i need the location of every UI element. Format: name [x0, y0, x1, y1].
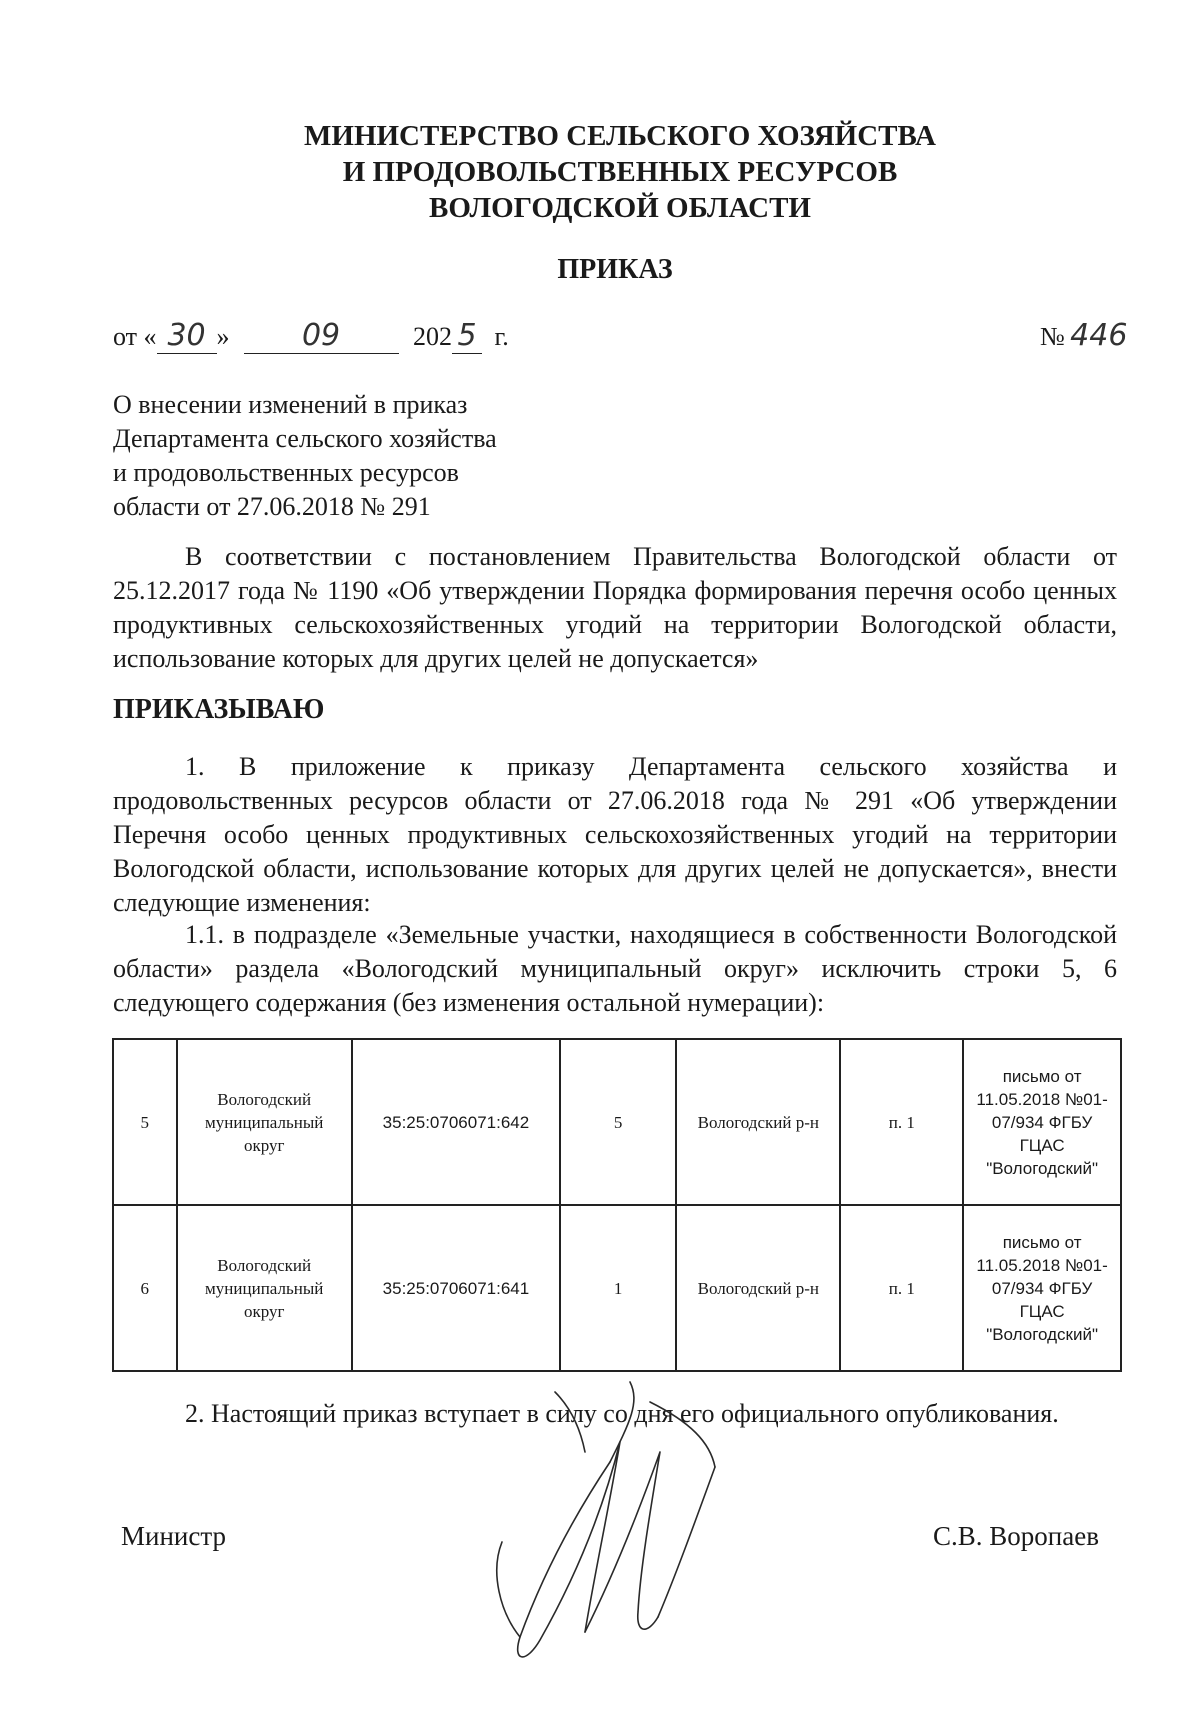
- row-criterion: п. 1: [840, 1205, 963, 1371]
- table-row: [113, 1205, 1121, 1371]
- order-subject: [113, 388, 497, 524]
- header-line-2: И ПРОДОВОЛЬСТВЕННЫХ РЕСУРСОВ: [342, 156, 898, 188]
- subject-line-3: и продовольственных ресурсов: [113, 458, 459, 487]
- date-day: 30: [167, 318, 206, 353]
- date-year-prefix: 202: [413, 322, 453, 351]
- row-number: 6: [113, 1205, 177, 1371]
- date-suffix: г.: [494, 322, 509, 351]
- subject-line-2: Департамента сельского хозяйства: [113, 424, 497, 453]
- row-municipality: Вологодский муниципальный округ: [177, 1205, 352, 1371]
- row-number: 5: [113, 1039, 177, 1205]
- date-day-field: [157, 318, 217, 354]
- date-year-field: [452, 318, 482, 354]
- row-area: 5: [560, 1039, 676, 1205]
- item-2-text: 2. Настоящий приказ вступает в силу со дня его официального опубликования.: [185, 1399, 1059, 1428]
- row-criterion: п. 1: [840, 1039, 963, 1205]
- row-basis: письмо от 11.05.2018 №01-07/934 ФГБУ ГЦАС "Вологодский": [963, 1205, 1121, 1371]
- item-1-text: 1. В приложение к приказу Департамента сельского хозяйства и продовольственных ресурсов области от 27.06.2018 года № 291 «Об утверждении Перечня особо ценных продуктивных сельскохозяйственных угодий на территории Вологодской области, использование которых для других целей не допускается», внести следующие изменения:: [113, 752, 1117, 917]
- row-cadastral-number: 35:25:0706071:641: [352, 1205, 560, 1371]
- subject-line-1: О внесении изменений в приказ: [113, 390, 468, 419]
- excluded-rows-table: [112, 1038, 1122, 1372]
- order-title: ПРИКАЗ: [557, 254, 673, 285]
- order-number: [1040, 318, 1133, 353]
- subject-line-4: области от 27.06.2018 № 291: [113, 492, 431, 521]
- number-field: [1065, 318, 1133, 353]
- signatory-position: Министр: [121, 1521, 226, 1551]
- row-municipality: Вологодский муниципальный округ: [177, 1039, 352, 1205]
- table-row: [113, 1039, 1121, 1205]
- header-line-3: ВОЛОГОДСКОЙ ОБЛАСТИ: [429, 192, 811, 224]
- row-basis: письмо от 11.05.2018 №01-07/934 ФГБУ ГЦАС "Вологодский": [963, 1039, 1121, 1205]
- number-prefix: №: [1040, 322, 1065, 351]
- number-value: 446: [1070, 318, 1128, 353]
- header-line-1: МИНИСТЕРСТВО СЕЛЬСКОГО ХОЗЯЙСТВА: [304, 120, 936, 152]
- signatory-name: С.В. Воропаев: [933, 1521, 1099, 1551]
- directive-heading: ПРИКАЗЫВАЮ: [113, 694, 325, 725]
- item-1-paragraph: [113, 750, 1117, 920]
- order-date: [113, 318, 509, 354]
- date-prefix: от «: [113, 322, 157, 351]
- ministry-header: [0, 118, 1200, 226]
- date-month-field: [244, 318, 399, 354]
- row-cadastral-number: 35:25:0706071:642: [352, 1039, 560, 1205]
- item-1-1-paragraph: [113, 918, 1117, 1020]
- row-district: Вологодский р-н: [676, 1205, 840, 1371]
- date-mid: »: [216, 322, 230, 351]
- date-month: 09: [301, 318, 341, 353]
- preamble-paragraph: [113, 540, 1117, 676]
- date-year-digit: 5: [457, 318, 477, 353]
- row-area: 1: [560, 1205, 676, 1371]
- handwritten-signature: [460, 1372, 790, 1672]
- row-district: Вологодский р-н: [676, 1039, 840, 1205]
- preamble-text: В соответствии с постановлением Правительства Вологодской области от 25.12.2017 года № 1190 «Об утверждении Порядка формирования перечня особо ценных продуктивных сельскохозяйственных угодий на территории Вологодской области, использование которых для других целей не допускается»: [113, 542, 1117, 673]
- item-1-1-text: 1.1. в подразделе «Земельные участки, находящиеся в собственности Вологодской области» раздела «Вологодский муниципальный округ» исключить строки 5, 6 следующего содержания (без изменения остальной нумерации):: [113, 920, 1117, 1017]
